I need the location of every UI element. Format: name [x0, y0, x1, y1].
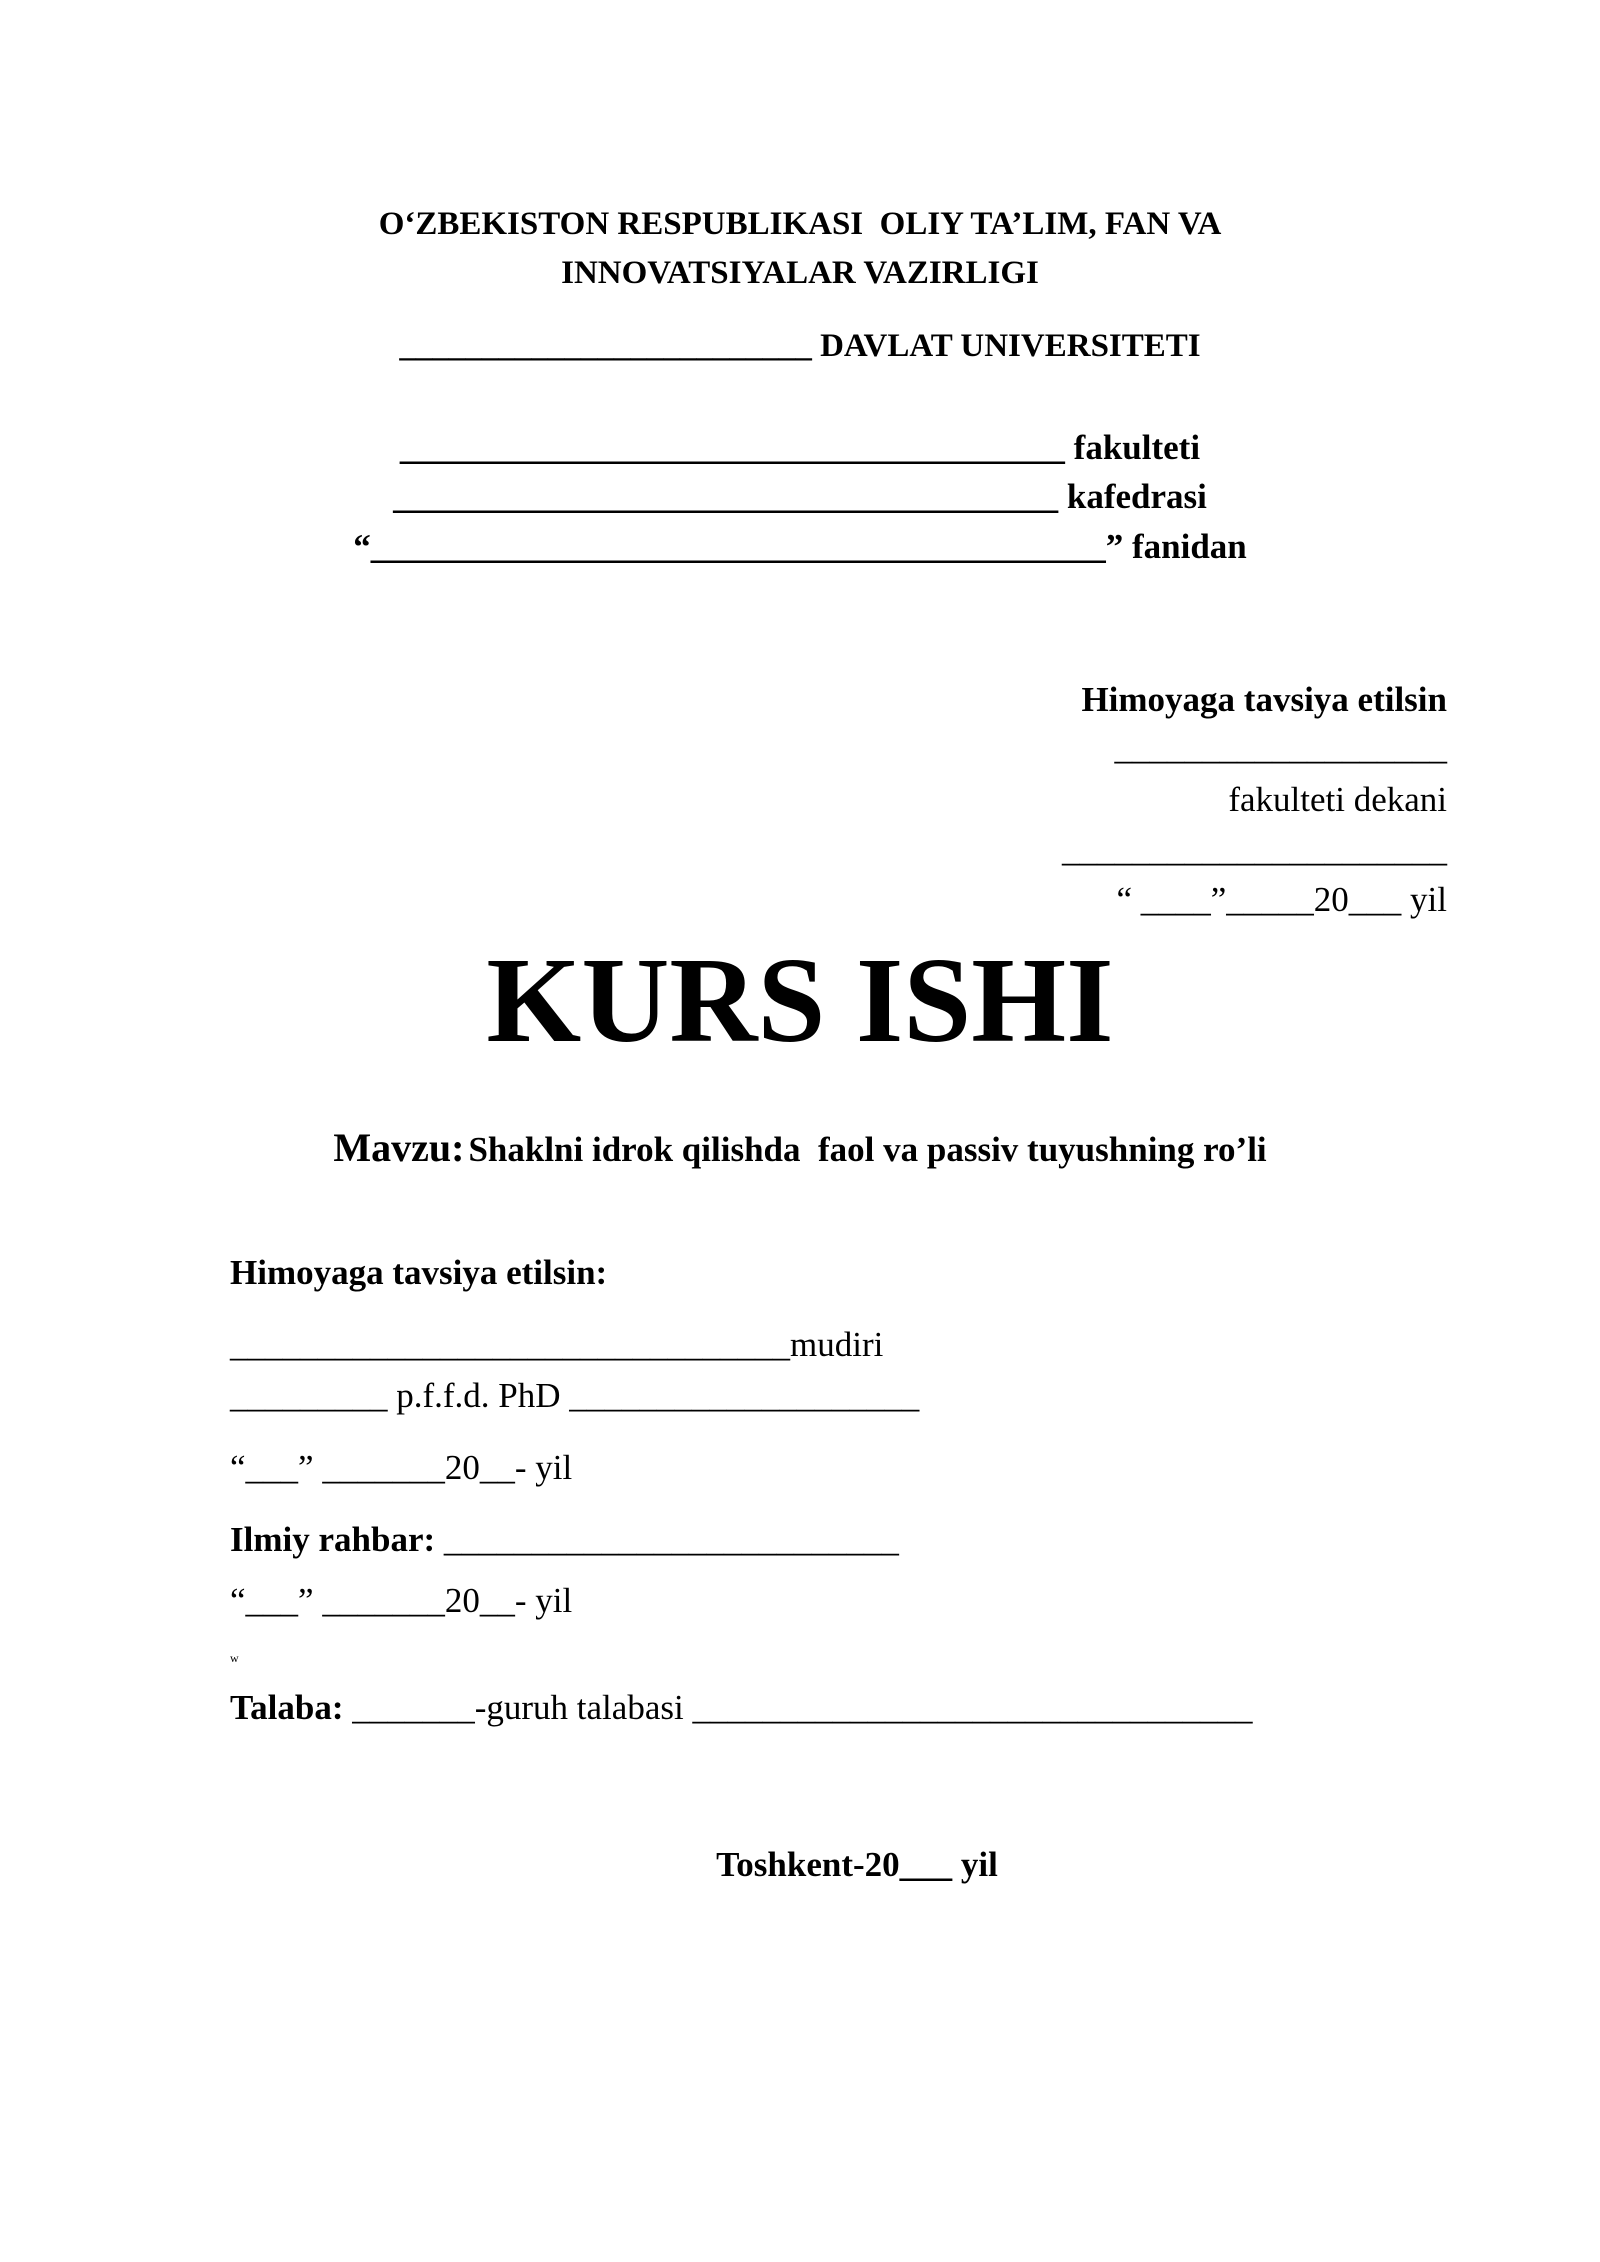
- university-line: _________________________ DAVLAT UNIVERSITETI: [399, 328, 1201, 364]
- approval-date-1: “___” _______20__- yil: [230, 1448, 573, 1487]
- student-label: Talaba:: [230, 1688, 344, 1727]
- dean-approval-title: Himoyaga tavsiya etilsin: [1081, 680, 1447, 719]
- dean-date: “ ____”_____20___ yil: [1116, 880, 1447, 919]
- approval-title: Himoyaga tavsiya etilsin:: [230, 1253, 608, 1292]
- student-row: [230, 1690, 1252, 1725]
- head-signature-line: ________________________________mudiri: [230, 1325, 884, 1364]
- topic-text: Shaklni idrok qilishda faol va passiv tuyushning ro’li: [468, 1130, 1267, 1169]
- topic-label: Mavzu:: [333, 1125, 465, 1170]
- faculty-line: ______________________________________ fakulteti: [399, 428, 1201, 467]
- subject-line: “__________________________________________” fanidan: [353, 527, 1247, 566]
- dean-role: fakulteti dekani: [1228, 780, 1447, 819]
- dean-name-line: ______________________: [1062, 830, 1447, 869]
- ministry-line-1: O‘ZBEKISTON RESPUBLIKASI OLIY TA’LIM, FAN VA: [378, 206, 1222, 242]
- city-year: Toshkent-20___ yil: [716, 1845, 998, 1884]
- approval-date-2: “___” _______20__- yil: [230, 1581, 573, 1620]
- ministry-line-2: INNOVATSIYALAR VAZIRLIGI: [561, 255, 1039, 291]
- supervisor-line: __________________________: [435, 1520, 899, 1559]
- supervisor-row: [230, 1522, 899, 1557]
- department-line: ______________________________________ kafedrasi: [393, 477, 1207, 516]
- student-line: _______-guruh talabasi ________________________________: [343, 1688, 1253, 1727]
- degree-line: _________ p.f.f.d. PhD ____________________: [230, 1376, 920, 1415]
- supervisor-label: Ilmiy rahbar:: [230, 1520, 436, 1559]
- dean-signature-line: ___________________: [1114, 728, 1447, 767]
- document-title: KURS ISHI: [486, 933, 1114, 1068]
- topic: [0, 1125, 1600, 1170]
- small-mark: w: [230, 1651, 239, 1665]
